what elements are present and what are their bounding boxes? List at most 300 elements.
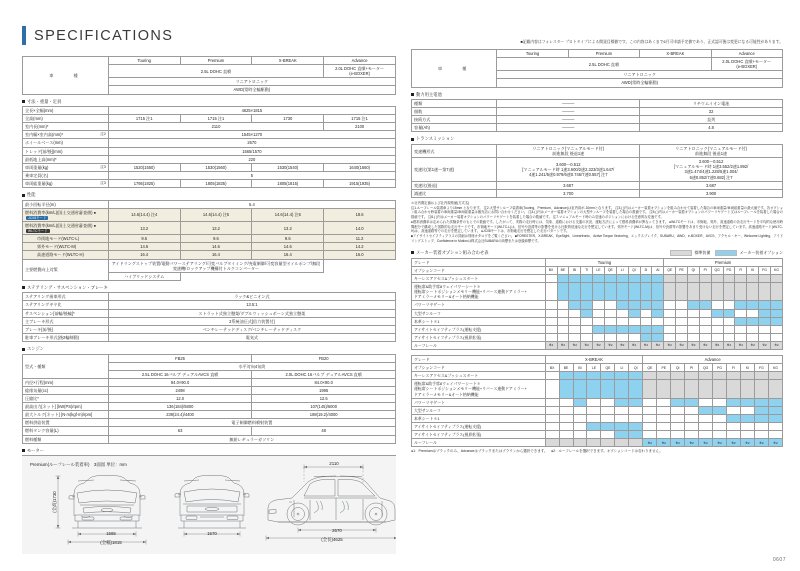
option-cell[interactable]: [699, 398, 713, 406]
option-cell[interactable]: ※2: [723, 341, 735, 349]
option-cell[interactable]: ※2: [754, 439, 768, 447]
option-cell[interactable]: [545, 430, 559, 438]
option-cell[interactable]: ※2: [628, 341, 640, 349]
option-cell[interactable]: [727, 398, 741, 406]
option-code-TI[interactable]: TI: [581, 267, 593, 275]
option-code-PG[interactable]: PG: [723, 267, 735, 275]
option-cell[interactable]: [545, 406, 559, 414]
option-matrix-table-xbreak-advance[interactable]: [411, 355, 783, 447]
option-cell[interactable]: [640, 317, 652, 325]
option-code-QG[interactable]: QG: [711, 267, 723, 275]
option-cell[interactable]: [747, 333, 759, 341]
option-cell[interactable]: [615, 372, 629, 380]
option-cell[interactable]: [604, 275, 616, 283]
option-cell[interactable]: ※2: [685, 439, 699, 447]
option-cell[interactable]: [616, 301, 628, 309]
option-cell[interactable]: [545, 325, 557, 333]
option-cell[interactable]: [768, 406, 782, 414]
option-code-LI[interactable]: LI: [616, 267, 628, 275]
option-cell[interactable]: [643, 398, 657, 406]
option-cell[interactable]: [587, 380, 601, 398]
option-code-QI[interactable]: QI: [629, 364, 643, 372]
option-cell[interactable]: [581, 325, 593, 333]
option-cell[interactable]: [711, 275, 723, 283]
option-cell[interactable]: ※2: [699, 439, 713, 447]
option-cell[interactable]: ※2: [687, 341, 699, 349]
option-cell[interactable]: [640, 283, 652, 301]
option-code-BI[interactable]: BI: [569, 267, 581, 275]
option-cell[interactable]: [723, 283, 735, 301]
option-cell[interactable]: [723, 325, 735, 333]
option-cell[interactable]: [664, 333, 676, 341]
option-cell[interactable]: [671, 372, 685, 380]
option-cell[interactable]: [768, 422, 782, 430]
option-cell[interactable]: [735, 317, 747, 325]
option-cell[interactable]: [699, 380, 713, 398]
option-cell[interactable]: [545, 309, 557, 317]
option-cell[interactable]: [671, 380, 685, 398]
option-cell[interactable]: [740, 380, 754, 398]
option-cell[interactable]: [747, 301, 759, 309]
option-cell[interactable]: [545, 439, 559, 447]
option-cell[interactable]: [699, 430, 713, 438]
option-cell[interactable]: [573, 372, 587, 380]
option-cell[interactable]: [713, 398, 727, 406]
option-cell[interactable]: [615, 439, 629, 447]
option-cell[interactable]: [657, 414, 671, 422]
option-cell[interactable]: [581, 301, 593, 309]
option-cell[interactable]: [735, 301, 747, 309]
option-cell[interactable]: [754, 422, 768, 430]
option-code-BI[interactable]: BI: [573, 364, 587, 372]
option-cell[interactable]: [573, 406, 587, 414]
option-cell[interactable]: [754, 380, 768, 398]
option-cell[interactable]: [569, 333, 581, 341]
option-cell[interactable]: [676, 325, 688, 333]
option-cell[interactable]: [557, 275, 569, 283]
option-cell[interactable]: [747, 309, 759, 317]
option-cell[interactable]: [587, 430, 601, 438]
option-cell[interactable]: [557, 301, 569, 309]
option-cell[interactable]: [615, 398, 629, 406]
option-cell[interactable]: [657, 406, 671, 414]
option-cell[interactable]: [740, 406, 754, 414]
option-code-QE[interactable]: QE: [664, 267, 676, 275]
option-cell[interactable]: ※2: [727, 439, 741, 447]
option-cell[interactable]: [545, 275, 557, 283]
option-cell[interactable]: [735, 275, 747, 283]
option-cell[interactable]: [723, 301, 735, 309]
option-cell[interactable]: [657, 380, 671, 398]
option-cell[interactable]: [559, 439, 573, 447]
option-cell[interactable]: [754, 414, 768, 422]
option-cell[interactable]: [770, 333, 782, 341]
option-cell[interactable]: [735, 283, 747, 301]
option-cell[interactable]: [652, 309, 664, 317]
option-cell[interactable]: [557, 317, 569, 325]
option-cell[interactable]: ※2: [643, 439, 657, 447]
option-cell[interactable]: [676, 283, 688, 301]
option-cell[interactable]: [581, 333, 593, 341]
option-cell[interactable]: [545, 372, 559, 380]
option-cell[interactable]: [687, 317, 699, 325]
option-cell[interactable]: [587, 414, 601, 422]
option-cell[interactable]: [628, 301, 640, 309]
option-cell[interactable]: [587, 406, 601, 414]
option-cell[interactable]: [768, 372, 782, 380]
option-cell[interactable]: [581, 309, 593, 317]
option-cell[interactable]: [685, 430, 699, 438]
option-cell[interactable]: [652, 275, 664, 283]
option-cell[interactable]: [573, 439, 587, 447]
option-cell[interactable]: [711, 301, 723, 309]
option-cell[interactable]: [759, 333, 771, 341]
option-cell[interactable]: [581, 275, 593, 283]
option-cell[interactable]: [569, 275, 581, 283]
option-cell[interactable]: [740, 398, 754, 406]
option-cell[interactable]: [699, 317, 711, 325]
option-cell[interactable]: [671, 414, 685, 422]
option-cell[interactable]: [615, 406, 629, 414]
option-cell[interactable]: [687, 333, 699, 341]
option-code-BX[interactable]: BX: [545, 364, 559, 372]
option-cell[interactable]: [747, 325, 759, 333]
option-cell[interactable]: [559, 398, 573, 406]
option-code-PE[interactable]: PE: [676, 267, 688, 275]
option-cell[interactable]: [569, 317, 581, 325]
option-cell[interactable]: [685, 422, 699, 430]
option-cell[interactable]: [604, 309, 616, 317]
option-cell[interactable]: [699, 422, 713, 430]
option-cell[interactable]: [643, 372, 657, 380]
option-cell[interactable]: [581, 283, 593, 301]
option-cell[interactable]: [604, 283, 616, 301]
option-cell[interactable]: [581, 317, 593, 325]
option-cell[interactable]: [593, 283, 605, 301]
option-code-PE[interactable]: PE: [657, 364, 671, 372]
option-cell[interactable]: [640, 309, 652, 317]
option-cell[interactable]: [601, 414, 615, 422]
option-cell[interactable]: [616, 275, 628, 283]
option-cell[interactable]: [601, 422, 615, 430]
option-cell[interactable]: [759, 275, 771, 283]
option-cell[interactable]: [711, 325, 723, 333]
option-cell[interactable]: [628, 325, 640, 333]
option-cell[interactable]: [754, 430, 768, 438]
option-cell[interactable]: [593, 325, 605, 333]
option-cell[interactable]: [699, 325, 711, 333]
option-code-QI[interactable]: QI: [628, 267, 640, 275]
option-cell[interactable]: [604, 301, 616, 309]
option-code-FI[interactable]: FI: [727, 364, 741, 372]
option-cell[interactable]: [723, 309, 735, 317]
option-cell[interactable]: [629, 380, 643, 398]
option-cell[interactable]: [727, 414, 741, 422]
option-cell[interactable]: [615, 430, 629, 438]
option-cell[interactable]: [643, 430, 657, 438]
option-cell[interactable]: [770, 283, 782, 301]
option-cell[interactable]: [616, 317, 628, 325]
option-cell[interactable]: [545, 333, 557, 341]
option-cell[interactable]: [770, 301, 782, 309]
option-cell[interactable]: ※2: [569, 341, 581, 349]
option-cell[interactable]: [685, 398, 699, 406]
option-cell[interactable]: [573, 398, 587, 406]
option-code-AI[interactable]: AI: [652, 267, 664, 275]
option-cell[interactable]: [559, 430, 573, 438]
option-cell[interactable]: [713, 430, 727, 438]
option-cell[interactable]: [685, 406, 699, 414]
option-cell[interactable]: [604, 325, 616, 333]
option-cell[interactable]: [735, 309, 747, 317]
option-cell[interactable]: [727, 430, 741, 438]
option-cell[interactable]: [573, 422, 587, 430]
option-cell[interactable]: [687, 275, 699, 283]
option-cell[interactable]: [601, 406, 615, 414]
option-cell[interactable]: [573, 380, 587, 398]
option-cell[interactable]: [545, 317, 557, 325]
option-code-PG[interactable]: PG: [713, 364, 727, 372]
option-cell[interactable]: ※2: [699, 341, 711, 349]
option-cell[interactable]: [629, 406, 643, 414]
option-cell[interactable]: [569, 283, 581, 301]
option-cell[interactable]: [652, 301, 664, 309]
option-cell[interactable]: [664, 301, 676, 309]
option-cell[interactable]: [545, 398, 559, 406]
option-cell[interactable]: [747, 275, 759, 283]
option-cell[interactable]: [557, 309, 569, 317]
option-cell[interactable]: [601, 439, 615, 447]
option-code-PI[interactable]: PI: [685, 364, 699, 372]
option-cell[interactable]: [754, 398, 768, 406]
option-cell[interactable]: [723, 317, 735, 325]
option-cell[interactable]: [569, 325, 581, 333]
option-code-KG[interactable]: KG: [770, 267, 782, 275]
option-code-BE[interactable]: BE: [557, 267, 569, 275]
option-cell[interactable]: [559, 422, 573, 430]
option-cell[interactable]: [676, 317, 688, 325]
option-cell[interactable]: [640, 325, 652, 333]
option-cell[interactable]: [593, 317, 605, 325]
option-cell[interactable]: [615, 380, 629, 398]
option-cell[interactable]: ※2: [652, 341, 664, 349]
option-cell[interactable]: [629, 372, 643, 380]
option-cell[interactable]: [711, 309, 723, 317]
option-cell[interactable]: [569, 309, 581, 317]
option-code-QE[interactable]: QE: [601, 364, 615, 372]
option-cell[interactable]: ※2: [759, 341, 771, 349]
option-cell[interactable]: [587, 439, 601, 447]
option-cell[interactable]: [657, 430, 671, 438]
option-cell[interactable]: [713, 422, 727, 430]
option-cell[interactable]: ※2: [770, 341, 782, 349]
option-cell[interactable]: ※2: [593, 341, 605, 349]
option-cell[interactable]: [740, 414, 754, 422]
option-code-KI[interactable]: KI: [740, 364, 754, 372]
option-cell[interactable]: ※2: [735, 341, 747, 349]
option-cell[interactable]: [699, 406, 713, 414]
option-cell[interactable]: [545, 380, 559, 398]
option-cell[interactable]: ※2: [676, 341, 688, 349]
option-cell[interactable]: [740, 430, 754, 438]
option-cell[interactable]: [770, 317, 782, 325]
option-cell[interactable]: [699, 309, 711, 317]
option-cell[interactable]: [601, 430, 615, 438]
option-code-3I[interactable]: 3I: [640, 267, 652, 275]
option-cell[interactable]: [593, 301, 605, 309]
option-code-FG[interactable]: FG: [754, 364, 768, 372]
option-cell[interactable]: [629, 398, 643, 406]
option-cell[interactable]: [759, 301, 771, 309]
option-cell[interactable]: ※2: [713, 439, 727, 447]
option-cell[interactable]: [727, 380, 741, 398]
option-cell[interactable]: [685, 414, 699, 422]
option-cell[interactable]: [629, 414, 643, 422]
option-cell[interactable]: ※2: [664, 341, 676, 349]
option-cell[interactable]: [601, 380, 615, 398]
option-cell[interactable]: [559, 380, 573, 398]
option-code-QE[interactable]: QE: [604, 267, 616, 275]
option-cell[interactable]: [652, 317, 664, 325]
option-cell[interactable]: [664, 283, 676, 301]
option-cell[interactable]: [768, 430, 782, 438]
option-code-QG[interactable]: QG: [699, 364, 713, 372]
option-cell[interactable]: [557, 333, 569, 341]
option-cell[interactable]: [657, 398, 671, 406]
option-code-LE[interactable]: LE: [593, 267, 605, 275]
option-cell[interactable]: ※2: [671, 439, 685, 447]
option-cell[interactable]: ※2: [640, 341, 652, 349]
option-cell[interactable]: [545, 414, 559, 422]
option-cell[interactable]: [687, 283, 699, 301]
option-cell[interactable]: ※2: [657, 439, 671, 447]
option-cell[interactable]: ※2: [740, 439, 754, 447]
option-cell[interactable]: [770, 325, 782, 333]
option-cell[interactable]: [664, 317, 676, 325]
option-cell[interactable]: [713, 414, 727, 422]
option-cell[interactable]: [699, 275, 711, 283]
option-cell[interactable]: ※2: [768, 439, 782, 447]
option-cell[interactable]: [616, 309, 628, 317]
option-cell[interactable]: [685, 380, 699, 398]
option-cell[interactable]: [711, 317, 723, 325]
option-cell[interactable]: [643, 380, 657, 398]
option-cell[interactable]: [759, 317, 771, 325]
option-cell[interactable]: [735, 333, 747, 341]
option-cell[interactable]: [604, 317, 616, 325]
option-cell[interactable]: [676, 275, 688, 283]
option-cell[interactable]: ※2: [711, 341, 723, 349]
option-cell[interactable]: [628, 317, 640, 325]
option-cell[interactable]: [587, 398, 601, 406]
option-cell[interactable]: [593, 333, 605, 341]
option-cell[interactable]: [740, 372, 754, 380]
option-cell[interactable]: [747, 283, 759, 301]
option-code-BX[interactable]: BX: [545, 267, 557, 275]
option-cell[interactable]: [601, 372, 615, 380]
option-cell[interactable]: [687, 309, 699, 317]
option-cell[interactable]: [615, 414, 629, 422]
option-cell[interactable]: [723, 275, 735, 283]
option-cell[interactable]: [573, 430, 587, 438]
option-cell[interactable]: [727, 422, 741, 430]
option-cell[interactable]: [727, 406, 741, 414]
option-cell[interactable]: [727, 372, 741, 380]
option-code-PI[interactable]: PI: [699, 267, 711, 275]
option-code-KI[interactable]: KI: [747, 267, 759, 275]
option-cell[interactable]: [643, 406, 657, 414]
option-cell[interactable]: [559, 372, 573, 380]
option-cell[interactable]: [711, 333, 723, 341]
option-cell[interactable]: [699, 414, 713, 422]
option-cell[interactable]: [652, 283, 664, 301]
option-cell[interactable]: [770, 309, 782, 317]
option-cell[interactable]: [657, 422, 671, 430]
option-code-FI[interactable]: FI: [735, 267, 747, 275]
option-cell[interactable]: [640, 333, 652, 341]
option-cell[interactable]: [628, 333, 640, 341]
option-cell[interactable]: [759, 283, 771, 301]
option-cell[interactable]: [699, 283, 711, 301]
option-cell[interactable]: [671, 398, 685, 406]
option-code-LE[interactable]: LE: [587, 364, 601, 372]
option-cell[interactable]: [628, 283, 640, 301]
option-cell[interactable]: [735, 325, 747, 333]
option-code-KG[interactable]: KG: [768, 364, 782, 372]
option-cell[interactable]: [723, 333, 735, 341]
option-cell[interactable]: [629, 430, 643, 438]
option-cell[interactable]: [664, 275, 676, 283]
option-cell[interactable]: [616, 325, 628, 333]
option-cell[interactable]: ※2: [616, 341, 628, 349]
option-code-QI[interactable]: QI: [687, 267, 699, 275]
option-cell[interactable]: [628, 309, 640, 317]
option-cell[interactable]: ※2: [557, 341, 569, 349]
option-cell[interactable]: [629, 422, 643, 430]
option-code-FG[interactable]: FG: [759, 267, 771, 275]
option-cell[interactable]: [676, 309, 688, 317]
option-cell[interactable]: [699, 301, 711, 309]
option-code-QI[interactable]: QI: [671, 364, 685, 372]
option-cell[interactable]: [759, 325, 771, 333]
option-cell[interactable]: [643, 414, 657, 422]
option-cell[interactable]: [685, 372, 699, 380]
option-cell[interactable]: [699, 372, 713, 380]
option-cell[interactable]: [640, 275, 652, 283]
option-cell[interactable]: ※2: [747, 341, 759, 349]
option-cell[interactable]: [545, 283, 557, 301]
option-cell[interactable]: [615, 422, 629, 430]
option-cell[interactable]: [676, 301, 688, 309]
option-cell[interactable]: ※2: [604, 341, 616, 349]
option-matrix-table-touring-premium[interactable]: [411, 258, 783, 350]
option-cell[interactable]: [713, 380, 727, 398]
option-cell[interactable]: [747, 317, 759, 325]
option-cell[interactable]: ※2: [581, 341, 593, 349]
option-cell[interactable]: [573, 414, 587, 422]
option-cell[interactable]: [768, 414, 782, 422]
option-cell[interactable]: [569, 301, 581, 309]
option-cell[interactable]: [643, 422, 657, 430]
option-cell[interactable]: [671, 422, 685, 430]
option-code-BE[interactable]: BE: [559, 364, 573, 372]
option-cell[interactable]: [664, 325, 676, 333]
option-cell[interactable]: [628, 275, 640, 283]
option-code-LI[interactable]: LI: [615, 364, 629, 372]
option-cell[interactable]: [629, 439, 643, 447]
option-cell[interactable]: [699, 333, 711, 341]
option-cell[interactable]: [652, 325, 664, 333]
